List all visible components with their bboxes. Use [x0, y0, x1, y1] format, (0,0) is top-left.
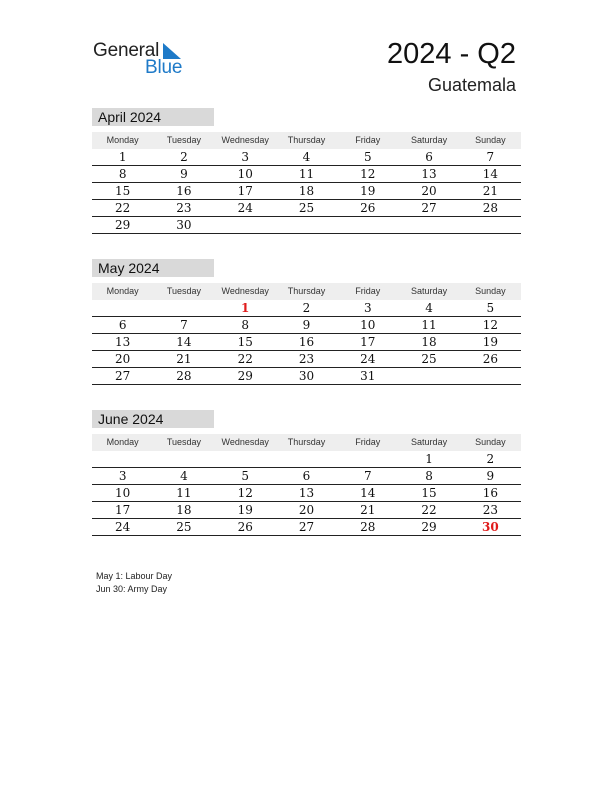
day-cell: 25: [176, 520, 192, 534]
day-cell: 4: [425, 301, 433, 315]
day-cell: 30: [298, 369, 315, 383]
day-cell: 19: [237, 503, 253, 517]
day-cell: 8: [241, 318, 250, 332]
weekday-label: Tuesday: [166, 286, 202, 296]
day-cell: 1: [118, 150, 127, 164]
day-cell: 15: [237, 335, 253, 349]
empty-day-cell: [460, 368, 521, 384]
day-cell: 23: [298, 352, 315, 366]
weekday-label: Wednesday: [221, 286, 269, 296]
day-cell: 5: [486, 301, 495, 315]
weekday-header: [92, 434, 521, 451]
month-label: May 2024: [92, 259, 214, 277]
day-cell: 18: [176, 503, 192, 517]
day-cell: 19: [482, 335, 498, 349]
day-cell: 12: [482, 318, 498, 332]
day-cell: 27: [115, 369, 131, 383]
day-cell: 17: [360, 335, 376, 349]
day-cell: 4: [180, 469, 188, 483]
weekday-label: Thursday: [287, 286, 326, 296]
day-cell: 7: [486, 150, 495, 164]
day-cell: 17: [237, 184, 253, 198]
day-cell: 4: [302, 150, 311, 164]
day-cell: 6: [425, 150, 433, 164]
day-cell: 20: [421, 184, 437, 198]
day-cell: 14: [482, 167, 498, 181]
day-cell: 9: [302, 318, 311, 332]
week-row: [92, 300, 521, 317]
day-cell: 21: [482, 184, 498, 198]
day-cell: 13: [421, 167, 437, 181]
weekday-label: Saturday: [411, 286, 448, 296]
holiday-note: May 1: Labour Day: [96, 571, 173, 581]
day-cell: 24: [115, 520, 131, 534]
weekday-label: Sunday: [475, 135, 506, 145]
day-cell: 20: [298, 503, 315, 517]
day-cell: 17: [115, 503, 131, 517]
day-cell: 23: [482, 503, 498, 517]
day-cell: 15: [115, 184, 131, 198]
empty-day-cell: [398, 217, 459, 233]
day-cell: 31: [360, 369, 376, 383]
day-cell: 24: [360, 352, 376, 366]
day-cell: 13: [115, 335, 131, 349]
day-cell: 3: [241, 150, 250, 164]
weekday-label: Thursday: [287, 437, 326, 447]
weekday-label: Sunday: [475, 437, 506, 447]
empty-day-cell: [153, 451, 214, 467]
weekday-label: Saturday: [411, 437, 448, 447]
week-row: [92, 368, 521, 385]
brand-word-general: General: [93, 40, 160, 61]
week-row: [92, 200, 521, 217]
day-cell: 21: [176, 352, 192, 366]
weekday-label: Monday: [106, 135, 139, 145]
day-cell: 26: [360, 201, 376, 215]
week-row: [92, 317, 521, 334]
weekday-label: Friday: [355, 286, 381, 296]
day-cell: 10: [115, 486, 131, 500]
day-cell: 9: [180, 167, 188, 181]
day-cell: 14: [360, 486, 376, 500]
day-cell: 16: [298, 335, 315, 349]
empty-day-cell: [215, 451, 276, 467]
month-label: June 2024: [92, 410, 214, 428]
day-cell: 5: [363, 150, 372, 164]
day-cell: 18: [421, 335, 437, 349]
weekday-label: Wednesday: [221, 135, 269, 145]
day-cell: 16: [482, 486, 498, 500]
empty-day-cell: [92, 451, 153, 467]
week-row: [92, 451, 521, 468]
day-cell: 11: [176, 486, 192, 500]
day-cell: 8: [425, 469, 433, 483]
empty-day-cell: [215, 217, 276, 233]
week-row: [92, 334, 521, 351]
day-cell: 22: [421, 503, 437, 517]
month-april: [92, 108, 521, 234]
day-cell: 8: [118, 167, 127, 181]
day-cell: 20: [115, 352, 131, 366]
weekday-label: Wednesday: [221, 437, 269, 447]
day-cell: 28: [176, 369, 192, 383]
week-row: [92, 502, 521, 519]
day-cell: 28: [360, 520, 376, 534]
country-name: Guatemala: [427, 75, 516, 95]
day-cell: 26: [482, 352, 498, 366]
day-cell: 27: [421, 201, 437, 215]
weekday-label: Sunday: [475, 286, 506, 296]
empty-day-cell: [337, 451, 398, 467]
day-cell: 21: [360, 503, 376, 517]
empty-day-cell: [276, 451, 337, 467]
weeks-grid: [92, 149, 521, 234]
day-cell: 12: [360, 167, 376, 181]
day-cell: 13: [298, 486, 315, 500]
day-cell: 11: [421, 318, 437, 332]
day-cell: 30: [176, 218, 192, 232]
day-cell: 18: [298, 184, 315, 198]
day-cell: 1: [425, 452, 433, 466]
day-cell: 2: [302, 301, 311, 315]
day-cell: 11: [298, 167, 315, 181]
weekday-label: Thursday: [287, 135, 326, 145]
empty-day-cell: [92, 300, 153, 316]
empty-day-cell: [153, 300, 214, 316]
weekday-header: [92, 132, 521, 149]
holiday-notes: [96, 570, 172, 596]
day-cell: 2: [180, 150, 188, 164]
day-cell: 19: [360, 184, 376, 198]
day-cell: 29: [115, 218, 131, 232]
day-cell: 7: [363, 469, 372, 483]
day-cell: 25: [298, 201, 315, 215]
week-row: [92, 468, 521, 485]
day-cell: 29: [237, 369, 253, 383]
brand-word-blue: Blue: [145, 57, 183, 78]
empty-day-cell: [337, 217, 398, 233]
day-cell: 3: [363, 301, 372, 315]
weekday-label: Monday: [106, 286, 139, 296]
day-cell: 10: [237, 167, 253, 181]
week-row: [92, 519, 521, 536]
day-cell: 7: [180, 318, 188, 332]
weeks-grid: [92, 300, 521, 385]
day-cell: 14: [176, 335, 192, 349]
day-cell: 5: [241, 469, 250, 483]
empty-day-cell: [460, 217, 521, 233]
week-row: [92, 166, 521, 183]
day-cell: 22: [115, 201, 131, 215]
week-row: [92, 351, 521, 368]
weekday-label: Friday: [355, 437, 381, 447]
weeks-grid: [92, 451, 521, 536]
day-cell: 22: [237, 352, 253, 366]
weekday-label: Tuesday: [166, 135, 202, 145]
weekday-label: Friday: [355, 135, 381, 145]
month-june: [92, 410, 521, 536]
weekday-label: Tuesday: [166, 437, 202, 447]
weekday-label: Saturday: [411, 135, 448, 145]
brand-logo: [93, 40, 193, 80]
day-cell: 3: [118, 469, 127, 483]
holiday-day-cell: 30: [481, 520, 499, 534]
day-cell: 27: [298, 520, 315, 534]
month-may: [92, 259, 521, 385]
quarter-title: 2024 - Q2: [387, 38, 516, 70]
day-cell: 15: [421, 486, 437, 500]
week-row: [92, 217, 521, 234]
day-cell: 25: [421, 352, 437, 366]
day-cell: 29: [421, 520, 437, 534]
empty-day-cell: [276, 217, 337, 233]
day-cell: 6: [118, 318, 127, 332]
day-cell: 26: [237, 520, 253, 534]
day-cell: 6: [302, 469, 311, 483]
day-cell: 28: [482, 201, 498, 215]
weekday-label: Monday: [106, 437, 139, 447]
holiday-day-cell: 1: [241, 301, 250, 315]
month-label: April 2024: [92, 108, 214, 126]
week-row: [92, 149, 521, 166]
day-cell: 9: [486, 469, 495, 483]
day-cell: 16: [176, 184, 192, 198]
week-row: [92, 485, 521, 502]
week-row: [92, 183, 521, 200]
day-cell: 2: [486, 452, 495, 466]
holiday-note: Jun 30: Army Day: [96, 584, 168, 594]
empty-day-cell: [398, 368, 459, 384]
day-cell: 23: [176, 201, 192, 215]
day-cell: 12: [237, 486, 253, 500]
day-cell: 24: [237, 201, 253, 215]
day-cell: 10: [360, 318, 376, 332]
weekday-header: [92, 283, 521, 300]
